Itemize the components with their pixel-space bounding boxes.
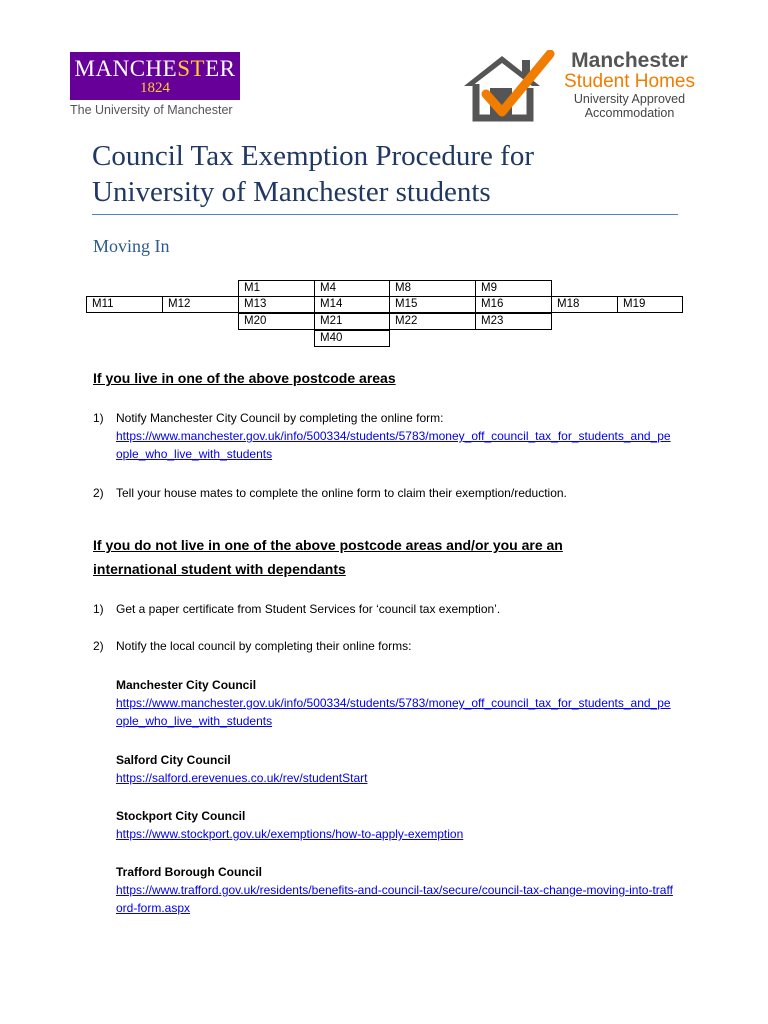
uom-logo-subtitle: The University of Manchester: [70, 103, 233, 117]
step-text: Notify Manchester City Council by completing the online form:: [116, 411, 444, 425]
step-number: 1): [93, 411, 104, 425]
council-name: Stockport City Council: [116, 809, 246, 823]
postcode-cell: M22: [389, 313, 476, 330]
title-line2: University of Manchester students: [92, 176, 491, 208]
section2-heading-line2: international student with dependants: [93, 561, 346, 577]
postcode-cell: M8: [389, 280, 476, 297]
postcode-cell: M4: [314, 280, 390, 297]
document-title: [92, 138, 682, 210]
msh-logo-line2: Student Homes: [564, 71, 695, 92]
step-text: Tell your house mates to complete the online form to claim their exemption/reduction.: [116, 486, 567, 500]
council-stockport: [116, 807, 676, 843]
postcode-cell: M19: [617, 296, 683, 313]
msh-logo-line1: Manchester: [571, 49, 688, 72]
stockport-council-link[interactable]: https://www.stockport.gov.uk/exemptions/how-to-apply-exemption: [116, 827, 464, 841]
uom-logo-year: 1824: [140, 80, 170, 96]
msh-logo-line3: University Approved: [573, 92, 686, 106]
salford-council-link[interactable]: https://salford.erevenues.co.uk/rev/studentStart: [116, 771, 368, 785]
msh-logo-line4: Accommodation: [584, 106, 675, 120]
manchester-council-form-link[interactable]: https://www.manchester.gov.uk/info/500334/students/5783/money_off_council_tax_for_students_and_people_who_live_with_students: [116, 429, 671, 461]
postcode-cell: M12: [162, 296, 239, 313]
manchester-student-homes-logo: [460, 50, 710, 122]
postcode-cell: M1: [238, 280, 315, 297]
house-check-icon: [460, 50, 556, 122]
manchester-council-link[interactable]: https://www.manchester.gov.uk/info/500334/students/5783/money_off_council_tax_for_students_and_people_who_live_with_students: [116, 696, 671, 728]
council-name: Trafford Borough Council: [116, 865, 262, 879]
trafford-council-link[interactable]: https://www.trafford.gov.uk/residents/benefits-and-council-tax/secure/council-tax-change-moving-into-trafford-form.aspx: [116, 883, 673, 915]
council-manchester: [116, 676, 676, 730]
postcode-cell: M14: [314, 296, 390, 313]
title-line1: Council Tax Exemption Procedure for: [92, 140, 534, 172]
step-number: 1): [93, 602, 104, 616]
step-number: 2): [93, 639, 104, 653]
step-text: Get a paper certificate from Student Services for ‘council tax exemption’.: [116, 602, 501, 616]
postcode-cell: M16: [475, 296, 552, 313]
section1-heading: If you live in one of the above postcode areas: [93, 370, 396, 386]
postcode-cell: M40: [314, 330, 390, 347]
title-divider: [92, 214, 678, 215]
postcode-cell: M13: [238, 296, 315, 313]
step-number: 2): [93, 486, 104, 500]
council-salford: [116, 751, 676, 787]
postcode-cell: M11: [86, 296, 163, 313]
postcode-cell: M21: [314, 313, 390, 330]
uom-logo-name: MANCHESTER: [74, 56, 236, 81]
postcode-cell: M15: [389, 296, 476, 313]
postcode-cell: M9: [475, 280, 552, 297]
council-name: Manchester City Council: [116, 678, 257, 692]
postcode-cell: M23: [475, 313, 552, 330]
uom-logo-box: [70, 52, 240, 100]
council-trafford: [116, 863, 676, 917]
section2-heading-line1: If you do not live in one of the above postcode areas and/or you are an: [93, 537, 563, 553]
step-text: Notify the local council by completing their online forms:: [116, 639, 412, 653]
section-subtitle: Moving In: [93, 236, 170, 256]
msh-logo-text: [557, 50, 702, 120]
section2-heading: [93, 533, 563, 581]
postcode-cell: M18: [551, 296, 618, 313]
postcode-cell: M20: [238, 313, 315, 330]
council-name: Salford City Council: [116, 753, 231, 767]
university-of-manchester-logo: [70, 52, 242, 117]
